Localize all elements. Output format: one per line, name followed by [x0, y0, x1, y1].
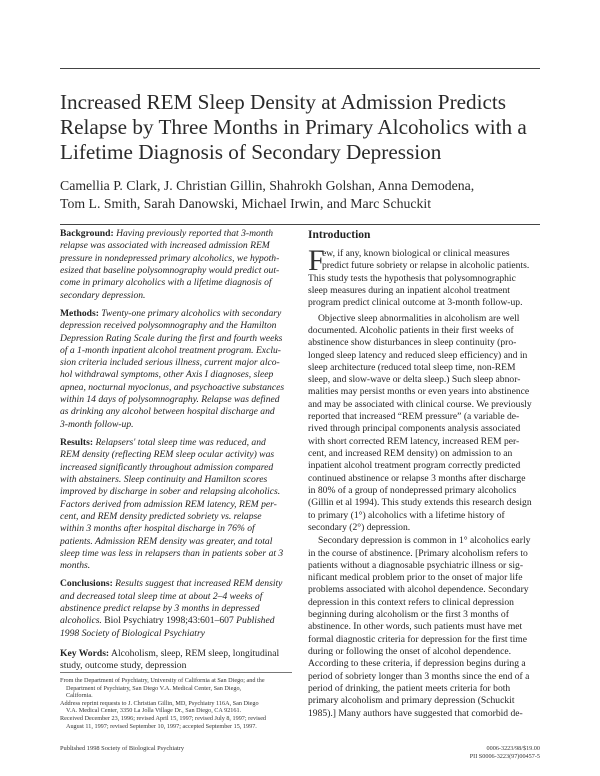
intro-paragraph-1: F ew, if any, known biological or clinical measures predict future sobriety or relapse in alcoholic patients. This study tests the hypothesis that polysomnographic sleep measures during an inpatient alcohol treatment program predict clinical outcome at 3-month follow-up.	[308, 244, 530, 309]
footnotes	[60, 672, 292, 730]
footnote-received: Received December 23, 1996; revised April 15, 1997; revised July 8, 1997; revised August 11, 1997; revised September 10, 1997; accepted September 15, 1997.	[60, 714, 267, 730]
footnote-affiliation: From the Department of Psychiatry, University of California at San Diego; and the Department of Psychiatry, San Diego V.A. Medical Center, San Diego, California.	[60, 677, 265, 700]
publisher-line: Published 1998 Society of Biological Psychiatry	[60, 745, 185, 752]
footnote-reprint: Address reprint requests to J. Christian Gillin, MD, Psychiatry 116A, San Diego V.A. Medical Center, 3350 La Jolla Village Dr., San Diego, CA 92161.	[60, 699, 259, 715]
author-line: Tom L. Smith, Sarah Danowski, Michael Irwin, and Marc Schuckit	[60, 196, 432, 211]
methods-label: Methods:	[60, 307, 99, 319]
background-label: Background:	[60, 228, 114, 239]
intro-paragraph-3: Secondary depression is common in 1° alcoholics early in the course of abstinence. [Primary alcoholism refers to patients without a diagnosable psychiatric illness or sig- nificant medical problem prior to the onset of major life problems associated with alcohol dependence. Secondary depression in this context refers to clinical depression beginning during alcoholism or the first 3 months of abstinence. In other words, such patients must have met formal diagnostic criteria for depression for the first time during or following the onset of alcohol dependence. According to these criteria, if depression begins during a period of sobriety longer than 3 months since the end of a period of drinking, the patient meets criteria for both primary alcoholism and primary depression (Schuckit 1985).] Many authors have suggested that comorbid de-	[308, 535, 531, 719]
intro-paragraph-2: Objective sleep abnormalities in alcoholism are well documented. Alcoholic patients in their first weeks of abstinence show disturbances in sleep continuity (pro- longed sleep latency and reduced sleep efficiency) and in sleep architecture (reduced total sleep time, non-REM sleep, and slow-wave or delta sleep.) Such sleep abnor- malities may persist months or even years into abstinence and may be associated with clinical course. We previously reported that increased “REM pressure” (a variable de- rived through principal components analysis associated with short corrected REM latency, increased REM per- cent, and increased REM density) on admission to an inpatient alcohol treatment program correctly predicted continued abstinence or relapse 3 months after discharge in 80% of a group of nondepressed primary alcoholics (Gillin et al 1994). This study extends this research design to primary (1°) alcoholics with a lifetime history of secondary (2°) depression.	[308, 312, 532, 533]
abstract-results: Results: Relapsers' total sleep time was reduced, and REM density (reflecting REM sleep ocular activity) was increased significantly throughout admission compared with abstainers. Sleep continuity and Hamilton scores improved by discharge in sober and relapsing alcoholics. Factors derived from admission REM latency, REM per- cent, and REM density predicted sobriety vs. relapse within 3 months after hospital discharge in 76% of patients. Admission REM density was greater, and total sleep time was less in relapsers than in patients sober at 3 months.	[60, 437, 284, 572]
introduction-heading: Introduction	[308, 229, 371, 241]
keywords-label: Key Words:	[60, 648, 110, 659]
header-rule	[60, 224, 540, 225]
conclusions-label: Conclusions:	[60, 578, 113, 590]
pii: PII S0006-3223(97)00457-5	[469, 753, 540, 760]
abstract-conclusions: Conclusions: Results suggest that increased REM density and decreased total sleep time at about 2–4 weeks of abstinence predict relapse by 3 months in depressed alcoholics. Biol Psychiatry 1998;43:601–607 Published 1998 Society of Biological Psychiatry	[60, 578, 290, 640]
abstract-background: Background: Having previously reported that 3-month relapse was associated with increased admission REM pressure in nondepressed primary alcoholics, we hypoth- esized that baseline polysomnography would predict out- come in primary alcoholics with a lifetime diagnosis of secondary depression.	[60, 228, 280, 301]
abstract-methods: Methods: Twenty-one primary alcoholics with secondary depression received polysomnography and the Hamilton Depression Rating Scale during the first and fourth weeks of a 1-month inpatient alcohol treatment program. Exclu- sion criteria included serious illness, current major alco- hol withdrawal symptoms, other Axis I diagnoses, sleep apnea, nocturnal myoclonus, and psychoactive substances within 14 days of polysomnography. Relapse was defined as drinking any alcohol between hospital discharge and 3-month follow-up.	[60, 307, 285, 430]
article-title	[60, 90, 540, 165]
results-label: Results:	[60, 437, 94, 448]
title-line: Relapse by Three Months in Primary Alcoholics with a	[60, 115, 527, 139]
drop-cap: F	[308, 244, 325, 277]
abstract	[60, 228, 290, 673]
identifier-block	[470, 745, 540, 761]
keywords: Key Words: Alcoholism, sleep, REM sleep, longitudinal study, outcome study, depression	[60, 648, 280, 672]
title-line: Increased REM Sleep Density at Admission Predicts	[60, 90, 507, 114]
title-line: Lifetime Diagnosis of Secondary Depression	[60, 140, 442, 164]
footnote-rule	[60, 672, 292, 673]
copyright: 1998 Society of Biological Psychiatry	[60, 627, 205, 639]
citation: Biol Psychiatry 1998;43:601–607	[101, 615, 234, 627]
author-list	[60, 177, 540, 213]
introduction	[308, 228, 540, 720]
top-rule	[60, 68, 540, 69]
author-line: Camellia P. Clark, J. Christian Gillin, Shahrokh Golshan, Anna Demodena,	[60, 178, 475, 193]
issn: 0006-3223/98/$19.00	[486, 745, 540, 752]
